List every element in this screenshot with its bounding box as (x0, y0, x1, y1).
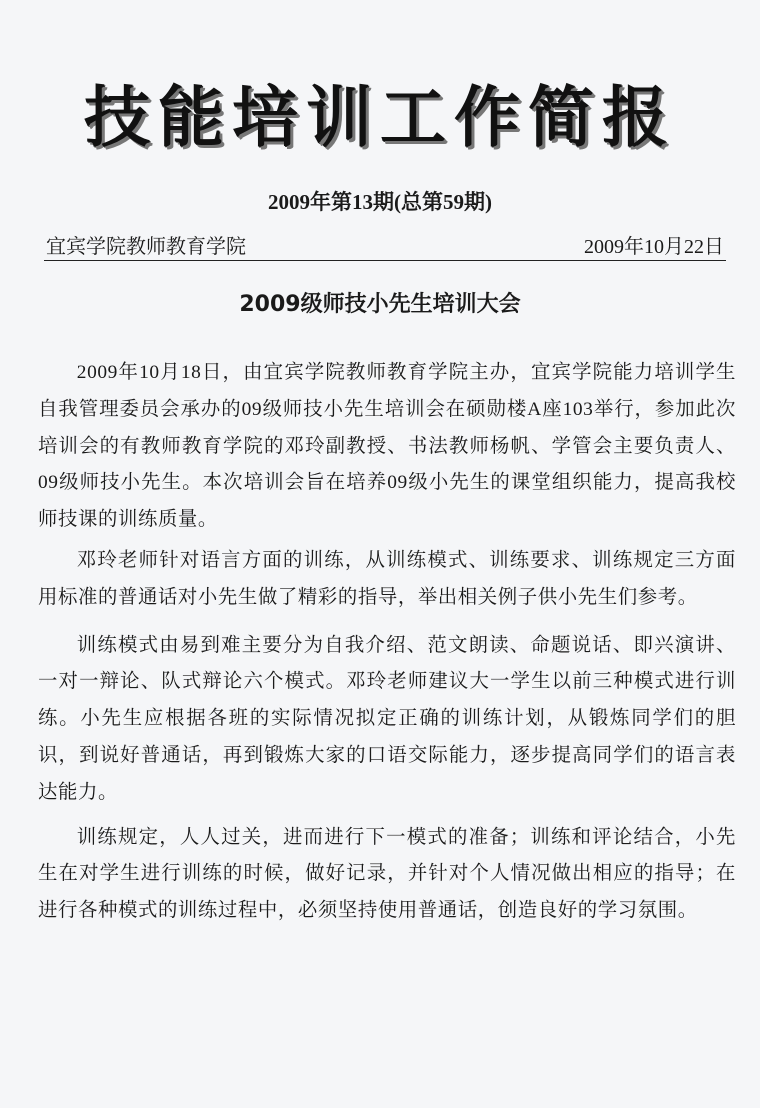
publication-date: 2009年10月22日 (584, 236, 724, 258)
article-paragraph: 2009年10月18日，由宜宾学院教师教育学院主办，宜宾学院能力培训学生自我管理委员会承办的09级师技小先生培训会在硕勋楼A座103举行，参加此次培训会的有教师教育学院的邓玲副教授、书法教师杨帆、学管会主要负责人、09级师技小先生。本次培训会旨在培养09级小先生的课堂组织能力，提高我校师技课的训练质量。 (38, 362, 736, 531)
article-paragraph: 训练模式由易到难主要分为自我介绍、范文朗读、命题说话、即兴演讲、一对一辩论、队式辩论六个模式。邓玲老师建议大一学生以前三种模式进行训练。小先生应根据各班的实际情况拟定正确的训练计划，从锻炼同学们的胆识，到说好普通话，再到锻炼大家的口语交际能力，逐步提高同学们的语言表达能力。 (38, 634, 736, 803)
article-body (38, 355, 736, 930)
article-headline: 2009级师技小先生培训大会 (239, 292, 521, 317)
masthead-title: 技能培训工作简报 (84, 79, 676, 156)
article-paragraph: 训练规定，人人过关，进而进行下一模式的准备；训练和评论结合，小先生在对学生进行训练的时候，做好记录，并针对个人情况做出相应的指导；在进行各种模式的训练过程中，必须坚持使用普通话，创造良好的学习氛围。 (38, 826, 736, 922)
issue-number: 2009年第13期(总第59期) (268, 190, 492, 214)
article-paragraph: 邓玲老师针对语言方面的训练，从训练模式、训练要求、训练规定三方面用标准的普通话对小先生做了精彩的指导，举出相关例子供小先生们参考。 (38, 549, 736, 608)
publication-info-row (44, 234, 726, 261)
publisher-name: 宜宾学院教师教育学院 (46, 236, 246, 258)
